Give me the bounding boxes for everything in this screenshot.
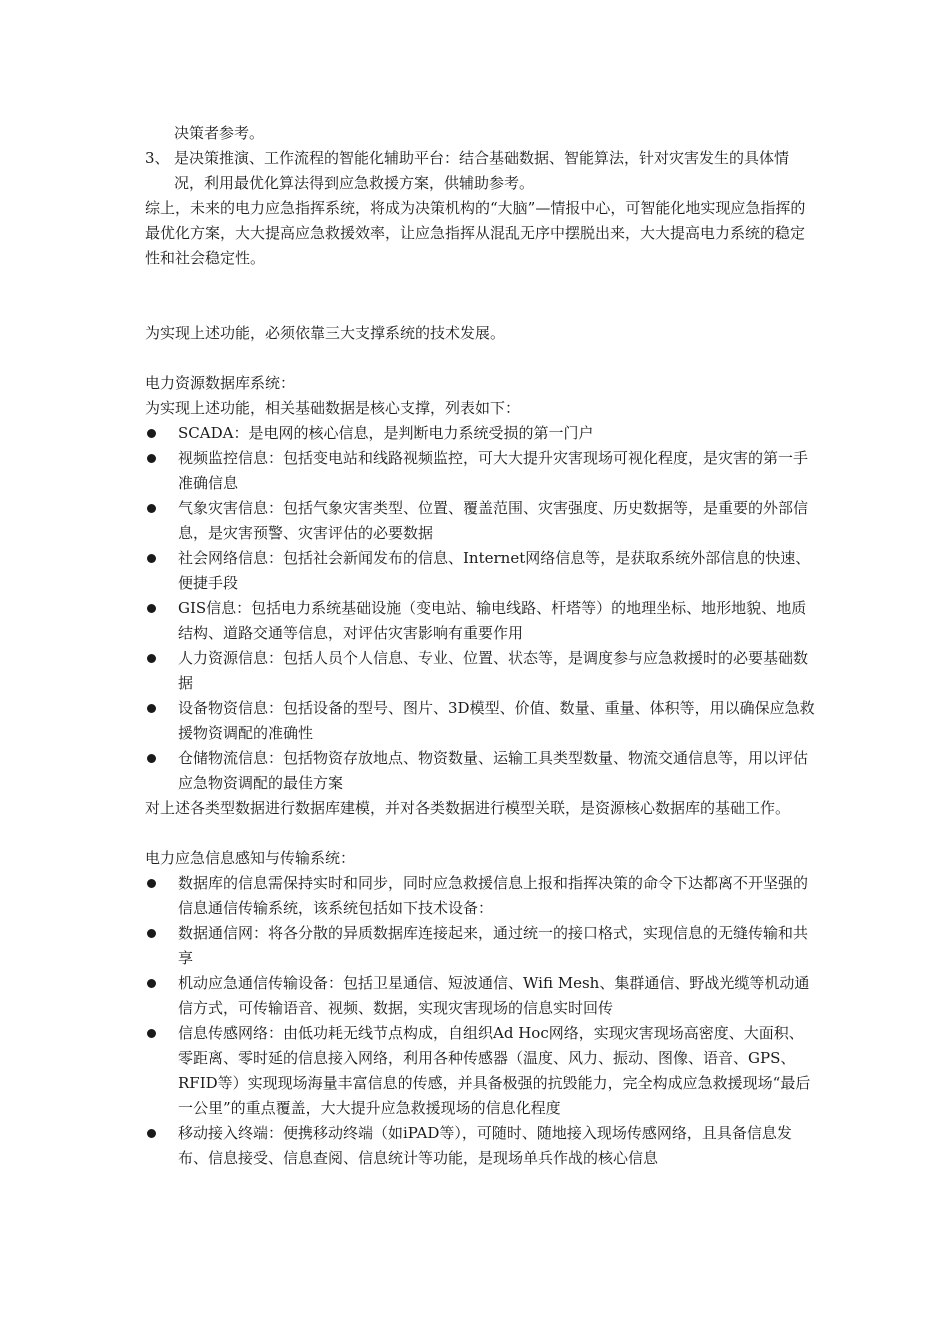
bullet-icon <box>147 429 156 438</box>
support-paragraph: 为实现上述功能，必须依靠三大支撑系统的技术发展。 <box>145 324 506 342</box>
list-item-text: 移动接入终端：便携移动终端（如iPAD等），可随时、随地接入现场传感网络，且具备信息发布、信息接受、信息查阅、信息统计等功能，是现场单兵作战的核心信息 <box>178 1124 792 1167</box>
list-item-text: 数据库的信息需保持实时和同步，同时应急救援信息上报和指挥决策的命令下达都离不开坚强的信息通信传输系统，该系统包括如下技术设备： <box>178 874 809 917</box>
bullet-icon <box>147 879 156 888</box>
list-item <box>145 446 815 496</box>
bullet-icon <box>147 704 156 713</box>
list-item-text: 人力资源信息：包括人员个人信息、专业、位置、状态等，是调度参与应急救援时的必要基础数据 <box>178 649 809 692</box>
list-item <box>145 421 815 446</box>
summary-paragraph: 综上，未来的电力应急指挥系统，将成为决策机构的“大脑”—情报中心，可智能化地实现应急指挥的最优化方案，大大提高应急救援效率，让应急指挥从混乱无序中摆脱出来，大大提高电力系统的稳定性和社会稳定性。 <box>145 199 806 267</box>
section-lead: 为实现上述功能，相关基础数据是核心支撑，列表如下： <box>145 399 521 417</box>
list-item-text: 气象灾害信息：包括气象灾害类型、位置、覆盖范围、灾害强度、历史数据等，是重要的外部信息，是灾害预警、灾害评估的必要数据 <box>178 499 809 542</box>
list-item <box>145 596 815 646</box>
list-item-text: 设备物资信息：包括设备的型号、图片、3D模型、价值、数量、重量、体积等，用以确保应急救援物资调配的准确性 <box>178 699 815 742</box>
bullet-icon <box>147 454 156 463</box>
bullet-icon <box>147 1029 156 1038</box>
spacer <box>145 271 815 296</box>
bullet-icon <box>147 979 156 988</box>
document-body <box>145 121 815 1171</box>
spacer <box>145 346 815 371</box>
bullet-icon <box>147 504 156 513</box>
bullet-icon <box>147 654 156 663</box>
list-item-text: 视频监控信息：包括变电站和线路视频监控，可大大提升灾害现场可视化程度，是灾害的第一手准确信息 <box>178 449 809 492</box>
list-item <box>145 871 815 921</box>
list-item <box>145 496 815 546</box>
list-item <box>145 1021 815 1121</box>
list-item-text: 机动应急通信传输设备：包括卫星通信、短波通信、Wifi Mesh、集群通信、野战光缆等机动通信方式，可传输语音、视频、数据，实现灾害现场的信息实时回传 <box>178 974 810 1017</box>
list-item-text: SCADA：是电网的核心信息，是判断电力系统受损的第一门户 <box>178 424 594 442</box>
list-item <box>145 1121 815 1171</box>
list-item-text: 信息传感网络：由低功耗无线节点构成，自组织Ad Hoc网络，实现灾害现场高密度、大面积、零距离、零时延的信息接入网络，利用各种传感器（温度、风力、振动、图像、语音、GPS、RFID等）实现现场海量丰富信息的传感，并具备极强的抗毁能力，完全构成应急救援现场“最后一公里”的重点覆盖，大大提升应急救援现场的信息化程度 <box>178 1024 811 1117</box>
list-item <box>145 546 815 596</box>
list-item-text: GIS信息：包括电力系统基础设施（变电站、输电线路、杆塔等）的地理坐标、地形地貌、地质结构、道路交通等信息，对评估灾害影响有重要作用 <box>178 599 807 642</box>
list-item <box>145 646 815 696</box>
item-number: 3、 <box>145 149 170 167</box>
list-item-text: 社会网络信息：包括社会新闻发布的信息、Internet网络信息等，是获取系统外部信息的快速、便捷手段 <box>178 549 811 592</box>
bullet-icon <box>147 1129 156 1138</box>
database-bullet-list <box>145 421 815 796</box>
spacer <box>145 296 815 321</box>
list-item-text: 仓储物流信息：包括物资存放地点、物资数量、运输工具类型数量、物流交通信息等，用以评估应急物资调配的最佳方案 <box>178 749 809 792</box>
section-closing: 对上述各类型数据进行数据库建模，并对各类数据进行模型关联，是资源核心数据库的基础工作。 <box>145 799 791 817</box>
section-heading-database: 电力资源数据库系统： <box>145 374 296 392</box>
continuation-line: 决策者参考。 <box>174 124 265 142</box>
section-heading-transmission: 电力应急信息感知与传输系统： <box>145 849 356 867</box>
spacer <box>145 821 815 846</box>
list-item <box>145 971 815 1021</box>
bullet-icon <box>147 604 156 613</box>
list-item <box>145 696 815 746</box>
transmission-bullet-list <box>145 871 815 1171</box>
bullet-icon <box>147 554 156 563</box>
numbered-item-3 <box>145 146 815 196</box>
bullet-icon <box>147 929 156 938</box>
list-item-text: 数据通信网：将各分散的异质数据库连接起来，通过统一的接口格式，实现信息的无缝传输和共享 <box>178 924 809 967</box>
list-item <box>145 746 815 796</box>
list-item <box>145 921 815 971</box>
item-text: 是决策推演、工作流程的智能化辅助平台：结合基础数据、智能算法，针对灾害发生的具体情况，利用最优化算法得到应急救援方案，供辅助参考。 <box>174 149 790 192</box>
bullet-icon <box>147 754 156 763</box>
